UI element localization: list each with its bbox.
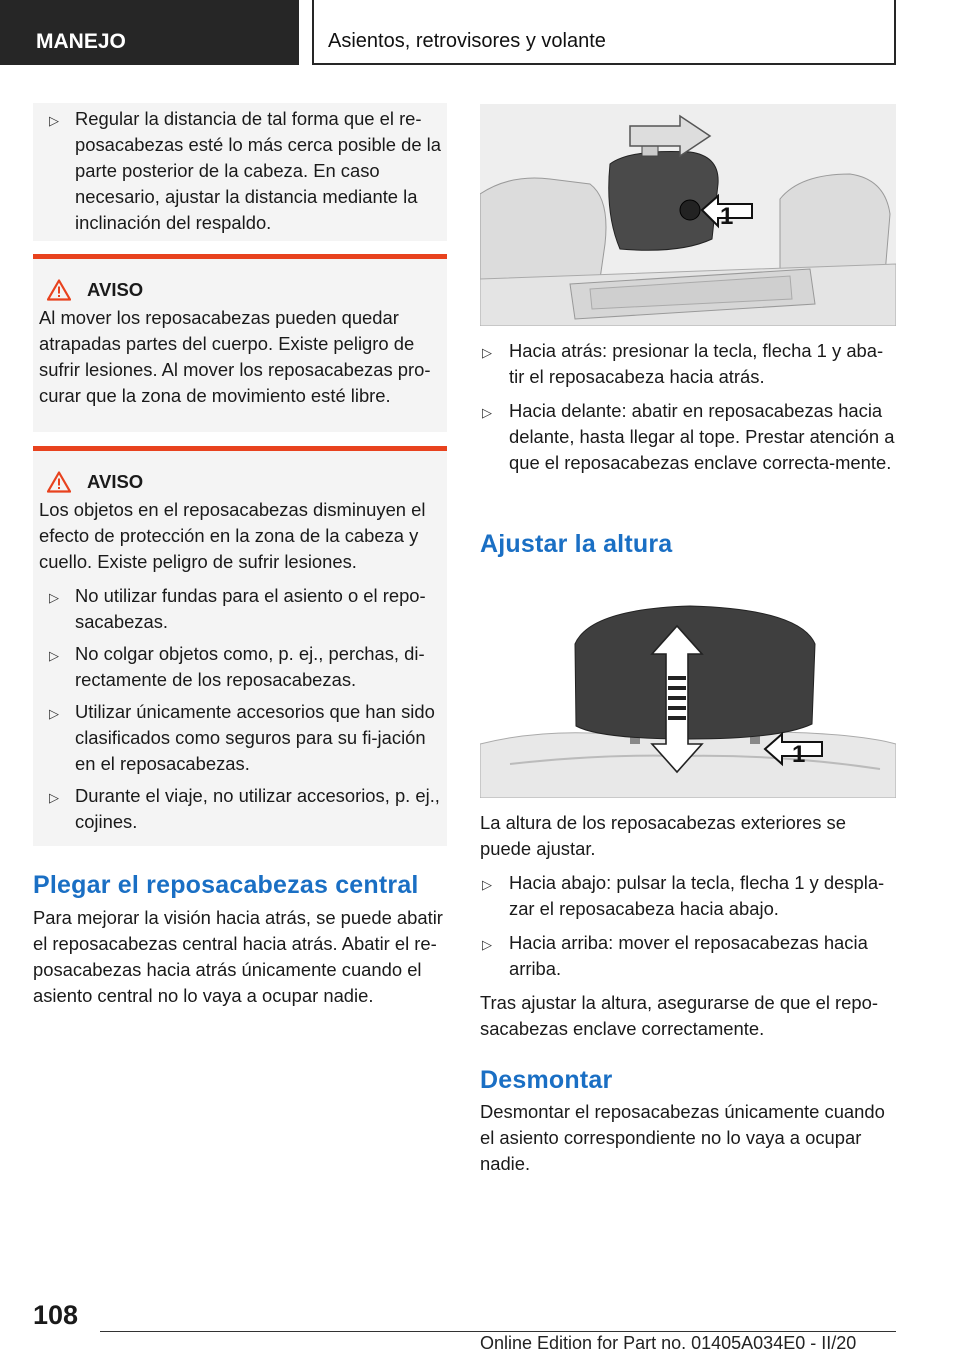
triangle-bullet-icon: ▷ (49, 113, 59, 128)
edition-note: Online Edition for Part no. 01405A034E0 - II/20 (480, 1333, 857, 1353)
remove-section (480, 1066, 896, 1177)
list-item (39, 641, 441, 693)
list-item (33, 106, 447, 236)
section-heading: Desmontar (480, 1066, 613, 1094)
list-item-text: Regular la distancia de tal forma que el re‐posacabezas esté lo más cerca posible de la parte posterior de la cabeza. En caso necesario, ajustar la distancia mediante la inclinación del respaldo. (75, 108, 441, 233)
triangle-bullet-icon: ▷ (49, 706, 59, 721)
list-item-text: Hacia atrás: presionar la tecla, flecha 1 y aba‐tir el reposacabeza hacia atrás. (509, 340, 884, 387)
list-item-text: No colgar objetos como, p. ej., perchas, di‐rectamente de los reposacabezas. (75, 643, 425, 690)
intro-bullet-box (33, 103, 447, 241)
triangle-bullet-icon: ▷ (482, 345, 492, 360)
list-item (480, 930, 896, 982)
section-tab (0, 0, 299, 65)
figure-callout-label: 1 (792, 741, 806, 768)
list-item-text: Durante el viaje, no utilizar accesorios, p. ej., cojines. (75, 785, 440, 832)
list-item-text: Hacia abajo: pulsar la tecla, flecha 1 y despla‐zar el reposacabeza hacia abajo. (509, 872, 885, 919)
triangle-bullet-icon: ▷ (482, 405, 492, 420)
section-heading: Ajustar la altura (480, 530, 673, 558)
list-item (39, 699, 441, 777)
figure-callout-label: 1 (720, 203, 734, 230)
section-title: MANEJO (36, 30, 126, 53)
chapter-title: Asientos, retrovisores y volante (328, 30, 606, 52)
warning-title: AVISO (87, 471, 144, 492)
chapter-tab (312, 0, 896, 65)
list-item-text: Hacia arriba: mover el reposacabezas hacia arriba. (509, 932, 868, 979)
page-number: 108 (33, 1300, 79, 1330)
section-heading: Plegar el reposacabezas central (33, 871, 419, 899)
triangle-bullet-icon: ▷ (49, 648, 59, 663)
list-item (39, 783, 441, 835)
triangle-bullet-icon: ▷ (482, 937, 492, 952)
triangle-bullet-icon: ▷ (49, 590, 59, 605)
rear-headrests-figure (480, 104, 896, 326)
list-item-text: Hacia delante: abatir en reposacabezas hacia delante, hasta llegar al tope. Prestar atención a que el reposacabezas enclave correcta‐mente. (509, 400, 895, 473)
list-item (480, 398, 896, 476)
warning-text: Los objetos en el reposacabezas disminuyen el efecto de protección en la zona de la cabeza y cuello. Existe peligro de sufrir lesiones. (39, 499, 426, 572)
list-item (480, 870, 896, 922)
headrest-height-figure (480, 604, 896, 798)
list-item-text: Utilizar únicamente accesorios que han sido clasificados como seguros para su fi‐jación en el reposacabezas. (75, 701, 435, 774)
warning-title: AVISO (87, 279, 144, 300)
warning-triangle-icon (47, 279, 71, 301)
footer-divider (100, 1331, 896, 1332)
paragraph: Tras ajustar la altura, asegurarse de que el repo‐sacabezas enclave correctamente. (480, 992, 878, 1039)
paragraph: Para mejorar la visión hacia atrás, se puede abatir el reposacabezas central hacia atrás. Abatir el re‐posacabezas hacia atrás únicamente cuando el asiento central no lo vaya a ocupar nadie. (33, 907, 443, 1006)
fold-section (33, 871, 447, 1009)
paragraph: La altura de los reposacabezas exteriores se puede ajustar. (480, 812, 846, 859)
warning-box (33, 254, 447, 432)
height-section (480, 810, 896, 1042)
warning-box (33, 446, 447, 846)
fold-instructions (480, 338, 896, 476)
list-item (39, 583, 441, 635)
warning-text: Al mover los reposacabezas pueden quedar atrapadas partes del cuerpo. Existe peligro de sufrir lesiones. Al mover los reposacabezas pro‐curar que la zona de movimiento esté libre. (39, 307, 431, 406)
paragraph: Desmontar el reposacabezas únicamente cuando el asiento correspondiente no lo vaya a ocupar nadie. (480, 1101, 885, 1174)
list-item (480, 338, 896, 390)
height-section-heading-wrap (480, 530, 896, 559)
triangle-bullet-icon: ▷ (49, 790, 59, 805)
warning-triangle-icon (47, 471, 71, 493)
list-item-text: No utilizar fundas para el asiento o el repo‐sacabezas. (75, 585, 426, 632)
triangle-bullet-icon: ▷ (482, 877, 492, 892)
